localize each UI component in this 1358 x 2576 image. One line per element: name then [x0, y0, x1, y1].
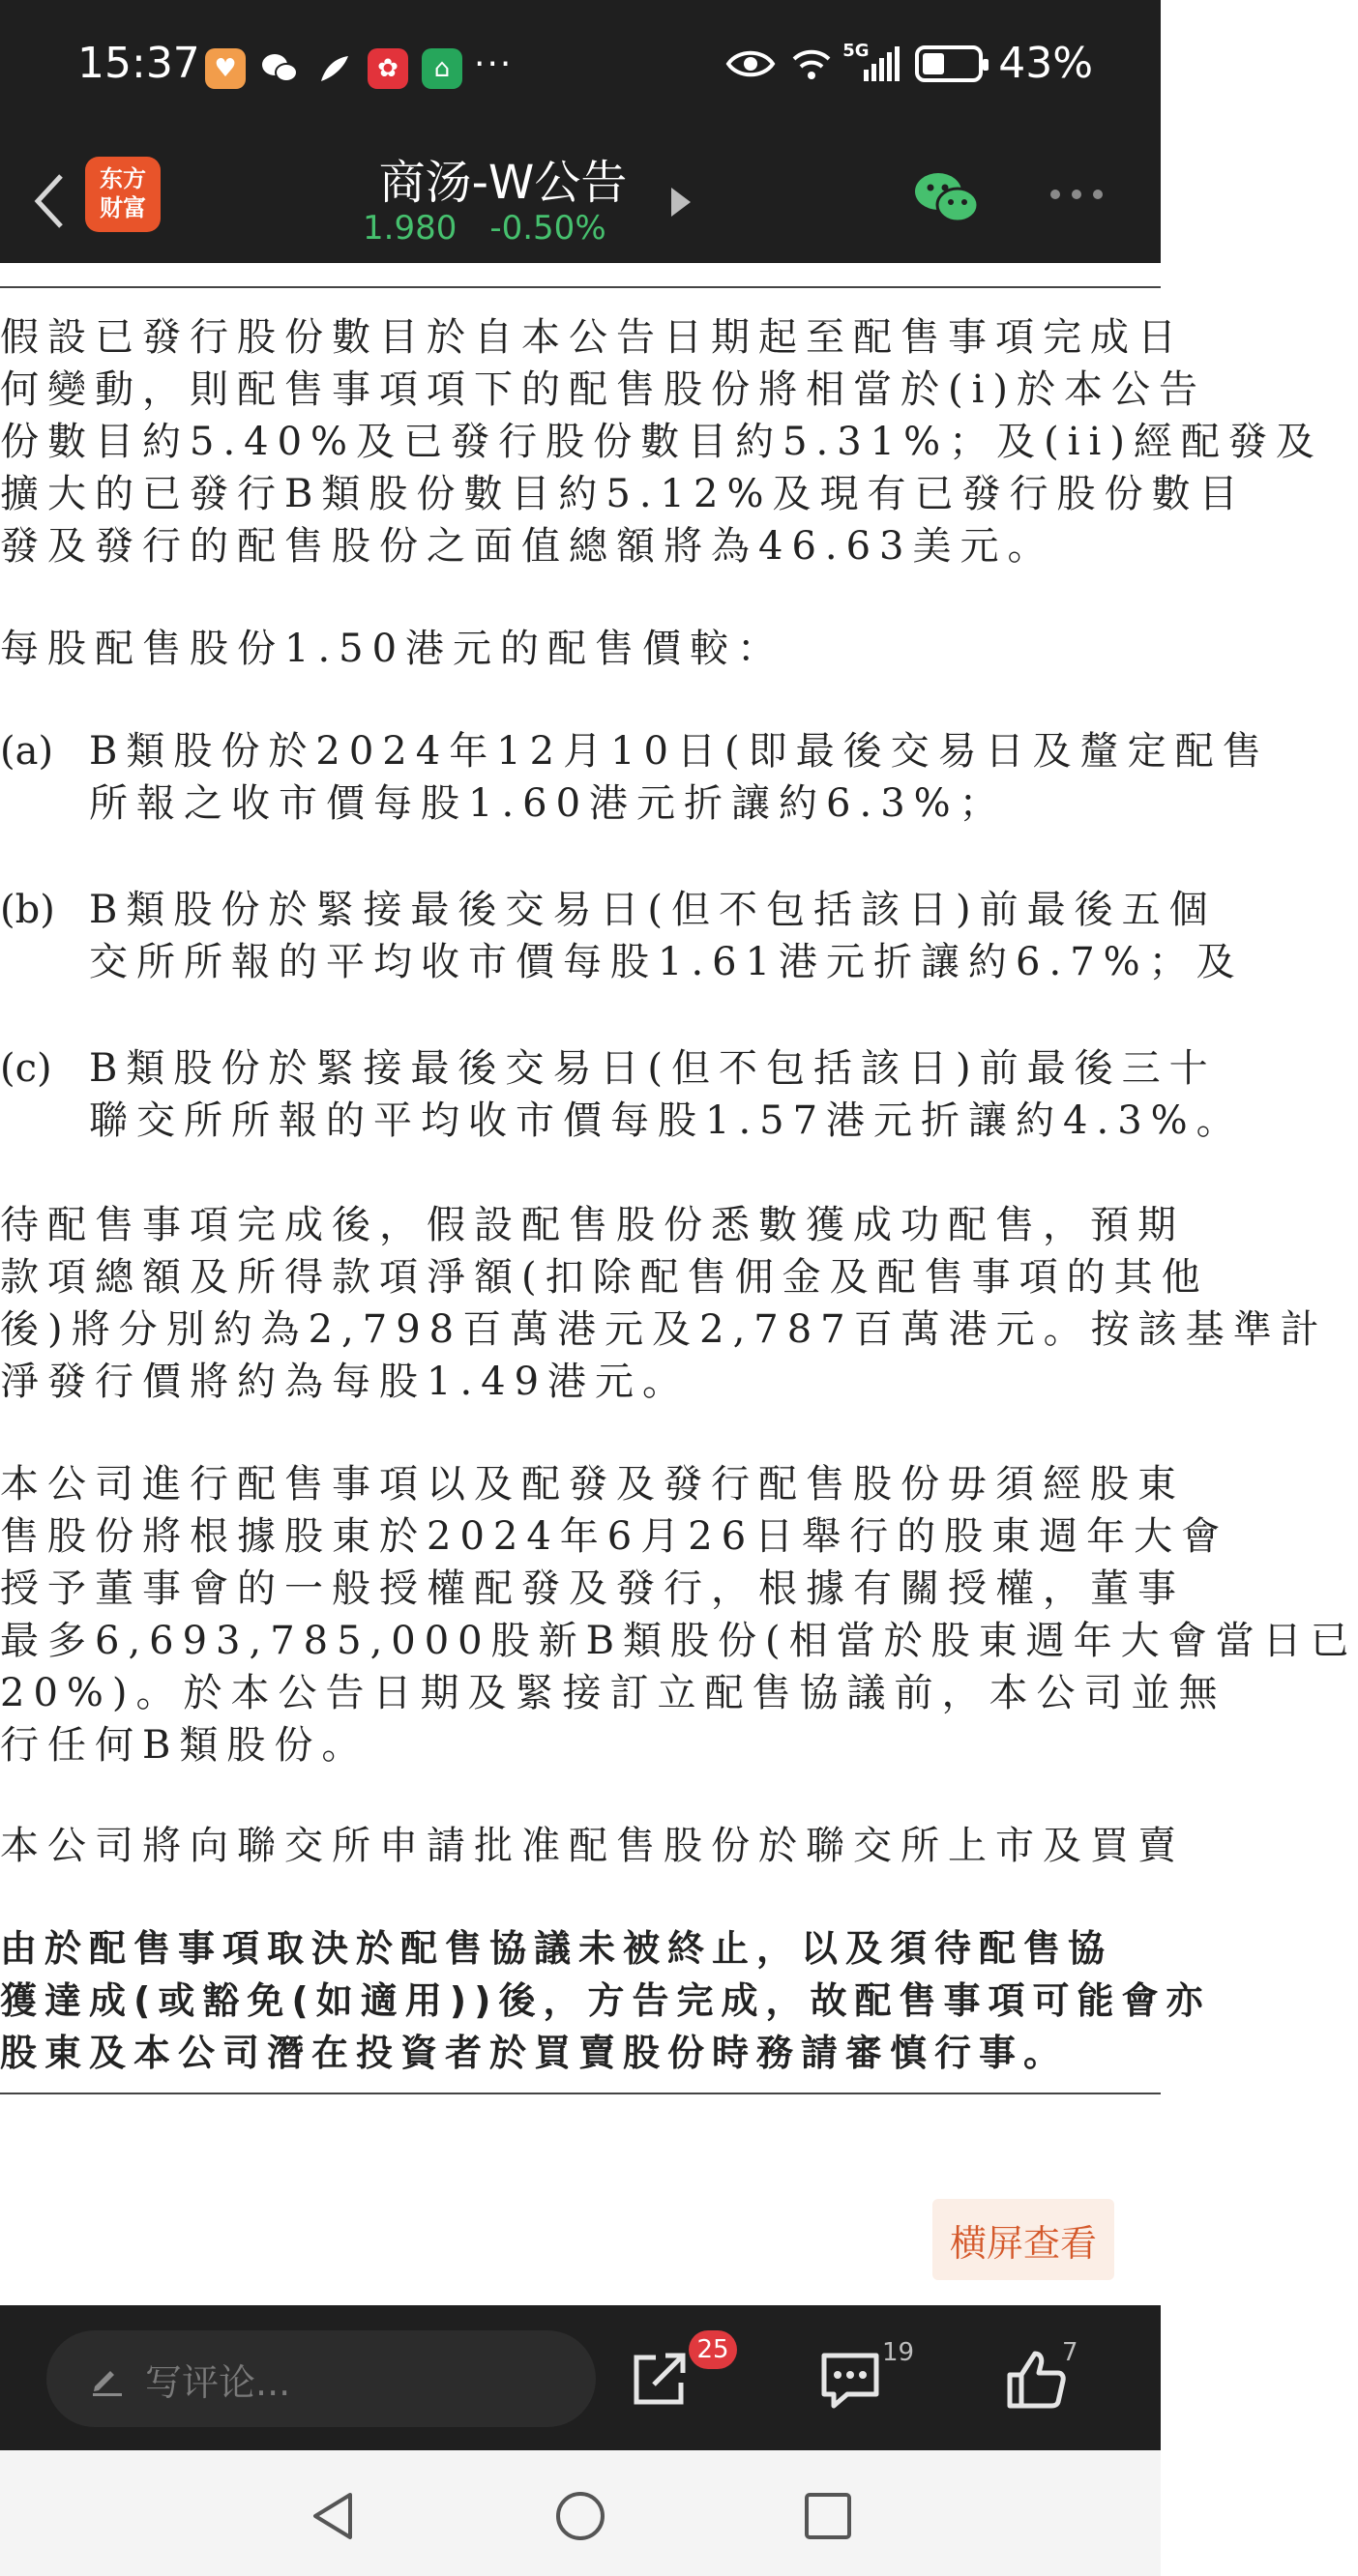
stock-change: -0.50%	[489, 209, 606, 248]
back-button[interactable]	[21, 162, 75, 240]
status-time: 15:37	[77, 39, 200, 88]
comment-bubble-icon	[818, 2348, 882, 2412]
paragraph-proceeds: 待配售事項完成後，假設配售股份悉數獲成功配售，預期 款項總額及所得款項淨額(扣除配售佣金及配售事項的其他 後)將分別約為2,798百萬港元及2,787百萬港元。按該基準計 淨發行價將約為每股1.49港元。	[0, 1203, 1328, 1404]
square-recents-icon	[801, 2489, 855, 2543]
item-b-label: (b)	[0, 888, 55, 932]
like-button[interactable]	[1004, 2348, 1068, 2415]
signal-icon	[842, 40, 900, 81]
pencil-icon	[89, 2361, 124, 2396]
paragraph-general-mandate: 本公司進行配售事項以及配發及發行配售股份毋須經股東 售股份將根據股東於2024年6月26日舉行的股東週年大會 授予董事會的一般授權配發及發行，根據有關授權，董事 最多6,693,785,000股新B類股份(相當於股東週年大會當日已 20%)。於本公告日期及緊接訂立配售協議前，本公司並無 行任何B類股份。	[0, 1462, 1358, 1768]
like-count: 7	[1062, 2338, 1078, 2367]
wechat-notification-icon	[259, 48, 300, 89]
feather-app-icon	[313, 48, 354, 89]
triangle-right-icon	[669, 186, 693, 219]
battery-percent: 43%	[998, 39, 1093, 88]
paragraph-listing-application: 本公司將向聯交所申請批准配售股份於聯交所上市及買賣	[0, 1824, 1185, 1868]
triangle-back-icon	[306, 2489, 360, 2543]
home-app-icon: ⌂	[422, 48, 462, 89]
gift-app-icon: ✿	[368, 48, 408, 89]
stock-quote[interactable]	[363, 209, 606, 248]
share-button[interactable]	[629, 2348, 691, 2414]
chevron-left-icon	[32, 172, 65, 230]
circle-home-icon	[553, 2489, 607, 2543]
nav-recents-button[interactable]	[801, 2489, 855, 2547]
item-a-label: (a)	[0, 729, 54, 774]
item-c-label: (c)	[0, 1046, 52, 1091]
item-c-text: B類股份於緊接最後交易日(但不包括該日)前最後三十 聯交所所報的平均收市價每股1.57港元折讓約4.3%。	[89, 1046, 1244, 1143]
system-navigation-bar	[0, 2450, 1161, 2576]
heart-app-icon: ♥	[205, 48, 246, 89]
nav-home-button[interactable]	[553, 2489, 607, 2547]
more-notifications-icon: ···	[474, 44, 514, 84]
comments-button[interactable]	[818, 2348, 882, 2415]
bottom-action-bar	[0, 2305, 1161, 2450]
nav-back-button[interactable]	[306, 2489, 360, 2547]
page-title[interactable]: 商汤-W公告	[378, 156, 628, 210]
status-bar	[0, 0, 1161, 145]
stock-price: 1.980	[363, 209, 458, 248]
item-b-text: B類股份於緊接最後交易日(但不包括該日)前最後五個 交所所報的平均收市價每股1.61港元折讓約6.7%；及	[89, 888, 1244, 984]
comment-count: 19	[882, 2338, 915, 2367]
app-header	[0, 145, 1161, 263]
wifi-icon	[790, 45, 833, 82]
notification-icons	[205, 48, 462, 89]
eastmoney-logo[interactable]: 东方 财富	[85, 157, 161, 232]
status-indicators	[726, 39, 1093, 88]
item-a-text: B類股份於2024年12月10日(即最後交易日及釐定配售 所報之收市價每股1.60港元折讓約6.3%；	[89, 729, 1270, 826]
battery-icon	[915, 45, 983, 82]
landscape-view-button[interactable]: 横屏查看	[932, 2199, 1114, 2280]
thumbs-up-icon	[1004, 2348, 1068, 2412]
announcement-document	[0, 263, 1358, 2305]
title-expand-button[interactable]	[669, 186, 693, 222]
more-menu-button[interactable]	[1050, 190, 1103, 199]
comment-input[interactable]	[46, 2330, 596, 2427]
comment-placeholder: 写评论...	[145, 2360, 291, 2404]
wechat-share-button[interactable]	[913, 170, 981, 228]
bottom-divider	[0, 2093, 1161, 2094]
paragraph-share-numbers: 假設已發行股份數目於自本公告日期起至配售事項完成日 何變動，則配售事項項下的配售股份將相當於(i)於本公告 份數目約5.40%及已發行股份數目約5.31%；及(ii)經配發及 擴大的已發行B類股份數目約5.12%及現有已發行股份數目 發及發行的配售股份之面值總額將為46.63美元。	[0, 315, 1323, 569]
paragraph-warning: 由於配售事項取決於配售協議未被終止，以及須待配售協 獲達成(或豁免(如適用))後，方告完成，故配售事項可能會亦 股東及本公司潛在投資者於買賣股份時務請審慎行事。	[0, 1927, 1211, 2074]
eye-icon	[726, 47, 775, 80]
network-type: 5G	[842, 40, 870, 61]
wechat-icon	[913, 170, 981, 224]
top-divider	[0, 286, 1161, 288]
share-count-badge: 25	[689, 2330, 737, 2369]
paragraph-placing-price: 每股配售股份1.50港元的配售價較：	[0, 627, 785, 671]
share-icon	[629, 2348, 691, 2410]
